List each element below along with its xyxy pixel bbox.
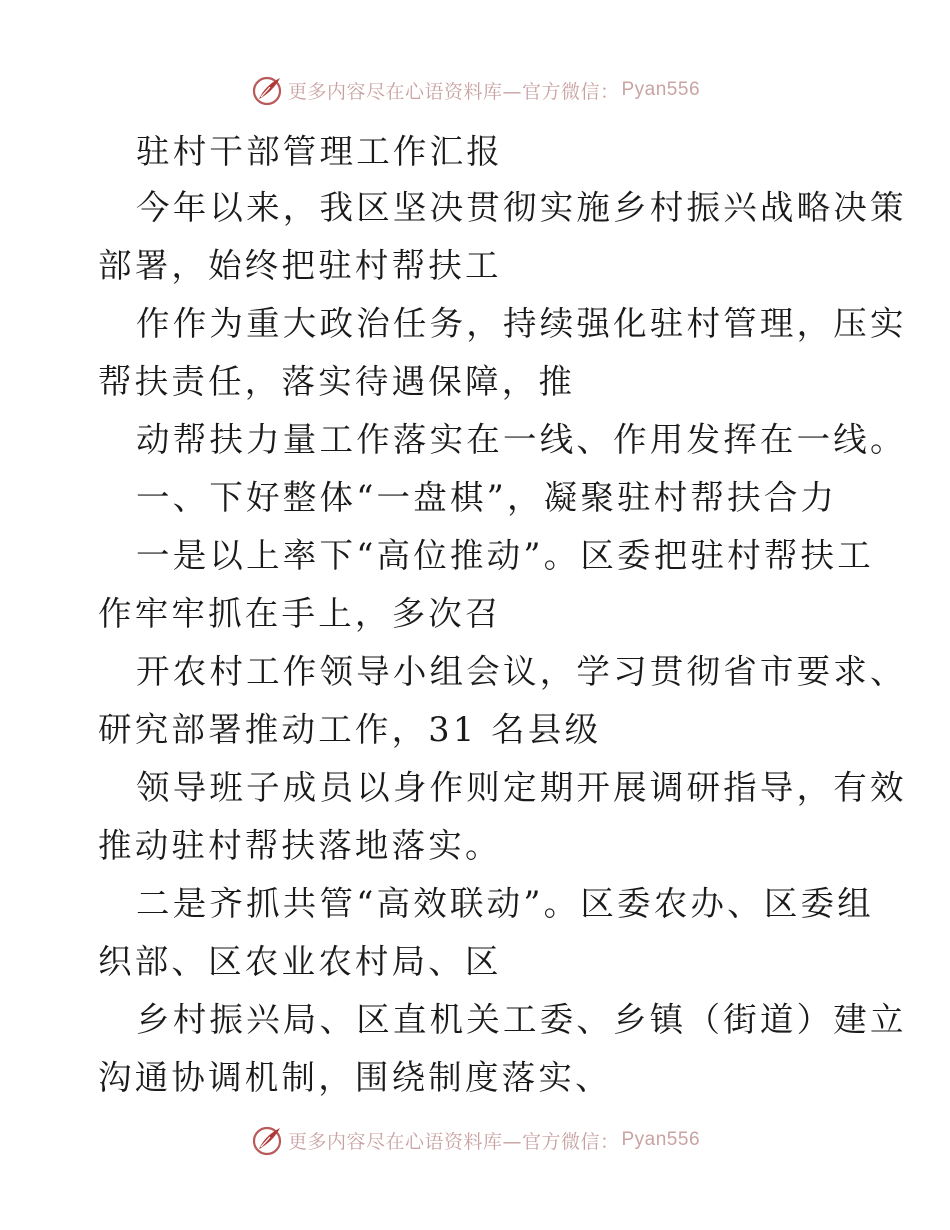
header-watermark bbox=[0, 70, 950, 110]
paragraph-line: 研究部署推动工作，31 名县级 bbox=[98, 710, 602, 749]
paragraph-line: 乡村振兴局、区直机关工委、乡镇（街道）建立 bbox=[136, 1000, 907, 1039]
paragraph-line: 帮扶责任，落实待遇保障，推 bbox=[98, 362, 576, 401]
paragraph-line: 推动驻村帮扶落地落实。 bbox=[98, 826, 502, 865]
paragraph-line: 作牢牢抓在手上，多次召 bbox=[98, 594, 502, 633]
watermark-text: 更多内容尽在心语资料库—官方微信： bbox=[287, 80, 620, 103]
document-title: 驻村干部管理工作汇报 bbox=[136, 132, 503, 171]
paragraph-line: 开农村工作领导小组会议，学习贯彻省市要求、 bbox=[136, 652, 907, 691]
quill-pen-circle-icon bbox=[250, 73, 284, 107]
paragraph-line: 部署，始终把驻村帮扶工 bbox=[98, 246, 502, 285]
paragraph-line: 动帮扶力量工作落实在一线、作用发挥在一线。 bbox=[136, 420, 907, 459]
watermark-text: 更多内容尽在心语资料库—官方微信： bbox=[287, 1130, 620, 1153]
paragraph-line: 领导班子成员以身作则定期开展调研指导，有效 bbox=[136, 768, 907, 807]
paragraph-line: 沟通协调机制，围绕制度落实、 bbox=[98, 1058, 612, 1097]
watermark-handle: Pyan556 bbox=[621, 1129, 701, 1150]
quill-pen-circle-icon bbox=[250, 1123, 284, 1157]
paragraph-line: 作作为重大政治任务，持续强化驻村管理，压实 bbox=[136, 304, 907, 343]
paragraph-line: 织部、区农业农村局、区 bbox=[98, 942, 502, 981]
paragraph-line: 今年以来，我区坚决贯彻实施乡村振兴战略决策 bbox=[136, 188, 907, 227]
footer-watermark bbox=[0, 1120, 950, 1160]
paragraph-line: 二是齐抓共管“高效联动”。区委农办、区委组 bbox=[136, 884, 874, 923]
watermark-handle: Pyan556 bbox=[621, 79, 701, 100]
section-heading: 一、下好整体“一盘棋”，凝聚驻村帮扶合力 bbox=[136, 478, 838, 517]
paragraph-line: 一是以上率下“高位推动”。区委把驻村帮扶工 bbox=[136, 536, 874, 575]
